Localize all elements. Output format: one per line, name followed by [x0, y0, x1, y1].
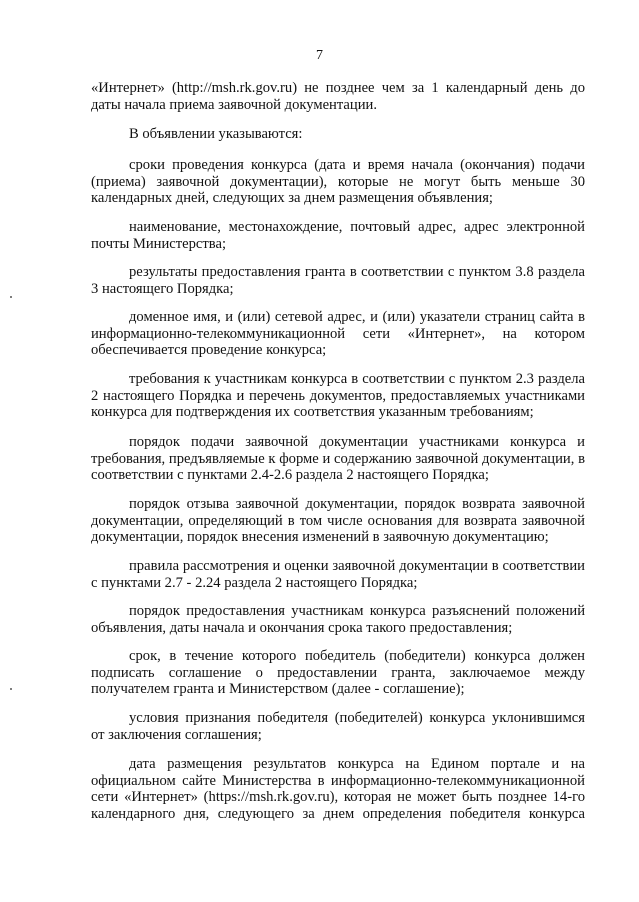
- paragraph-intro: В объявлении указываются:: [129, 126, 303, 142]
- paragraph-continuation: «Интернет» (http://msh.rk.gov.ru) не позднее чем за 1 календарный день до даты начала приема заявочной документации.: [91, 80, 585, 113]
- paragraph-item-ministry-address: наименование, местонахождение, почтовый адрес, адрес электронной почты Министерства;: [91, 219, 585, 252]
- paragraph-item-requirements: требования к участникам конкурса в соответствии с пунктом 2.3 раздела 2 настоящего Порядка и перечень документов, предоставляемых участниками конкурса для подтверждения их соответствия указанным требованиям;: [91, 371, 585, 420]
- paragraph-item-deadlines: сроки проведения конкурса (дата и время начала (окончания) подачи (приема) заявочной документации), которые не могут быть меньше 30 календарных дней, следующих за днем размещения объявления;: [91, 157, 585, 206]
- paragraph-item-withdrawal-order: порядок отзыва заявочной документации, порядок возврата заявочной документации, определяющий в том числе основания для возврата заявочной документации, порядок внесения изменений в заявочную документацию;: [91, 496, 585, 545]
- paragraph-item-submission-order: порядок подачи заявочной документации участниками конкурса и требования, предъявляемые к форме и содержанию заявочной документации, в соответствии с пунктами 2.4-2.6 раздела 2 настоящего Порядка;: [91, 434, 585, 483]
- paragraph-item-signing-deadline: срок, в течение которого победитель (победители) конкурса должен подписать соглашение о предоставлении гранта, заключаемое между получателем гранта и Министерством (далее - соглашение);: [91, 648, 585, 697]
- paragraph-item-clarifications: порядок предоставления участникам конкурса разъяснений положений объявления, даты начала и окончания срока такого предоставления;: [91, 603, 585, 636]
- paragraph-item-domain: доменное имя, и (или) сетевой адрес, и (или) указатели страниц сайта в информационно-телекоммуникационной сети «Интернет», на котором обеспечивается проведение конкурса;: [91, 309, 585, 358]
- page-number: 7: [316, 48, 323, 63]
- scan-speck: [10, 688, 12, 690]
- paragraph-item-evasion-conditions: условия признания победителя (победителей) конкурса уклонившимся от заключения соглашения;: [91, 710, 585, 743]
- scan-speck: [10, 296, 12, 298]
- paragraph-item-results-publication: дата размещения результатов конкурса на Едином портале и на официальном сайте Министерства в информационно-телекоммуникационной сети «Интернет» (https://msh.rk.gov.ru), которая не может быть позднее 14-го календарного дня, следующего за днем определения победителя конкурса: [91, 756, 585, 822]
- paragraph-item-evaluation-rules: правила рассмотрения и оценки заявочной документации в соответствии с пунктами 2.7 - 2.24 раздела 2 настоящего Порядка;: [91, 558, 585, 591]
- paragraph-item-grant-results: результаты предоставления гранта в соответствии с пунктом 3.8 раздела 3 настоящего Порядка;: [91, 264, 585, 297]
